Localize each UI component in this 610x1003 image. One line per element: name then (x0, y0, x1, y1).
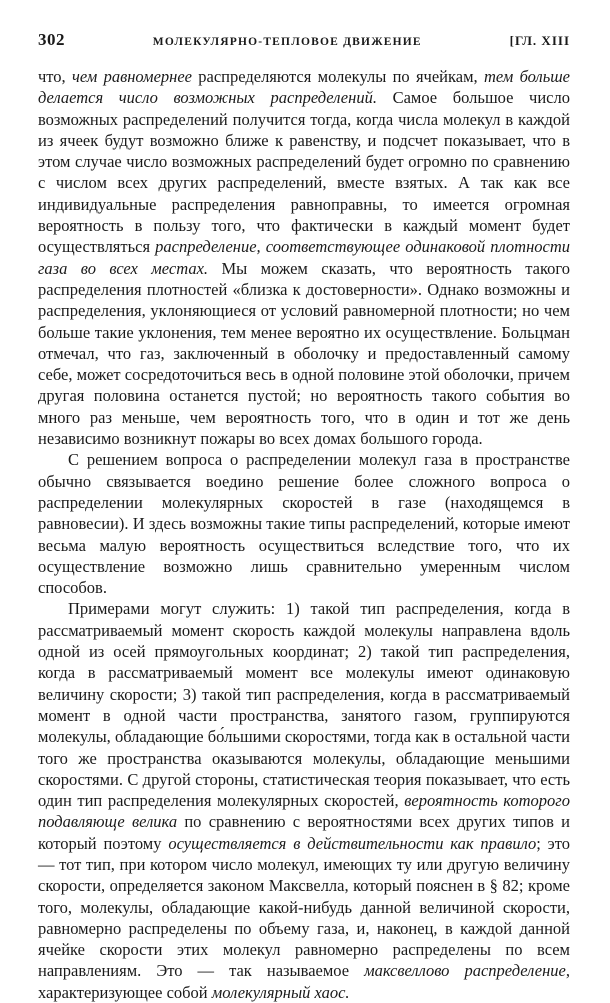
text-run: что, (38, 67, 72, 86)
italic-text-run: молекулярный хаос. (211, 982, 350, 1002)
book-page (38, 30, 570, 1003)
italic-text-run: максвеллово распределение (364, 961, 566, 981)
body-text (38, 66, 570, 1003)
text-run: ; это — тот тип, при котором число молекул, имеющих ту или другую величину скорости, определяется законом Максвелла, который пояснен в § 82; кроме того, молекулы, обладающие какой-нибудь данной величиной скорости, равномерно распределены по объему газа, и, наконец, в каждой данной ячейке скорости этих молекул равномерно распределены по всем направлениям. Это — так называемое (38, 833, 570, 981)
paragraph (38, 449, 570, 598)
paragraph (38, 66, 570, 449)
italic-text-run: осуществляется в действительности как правило (168, 833, 537, 853)
page-header (38, 30, 570, 58)
italic-text-run: чем равномернее (71, 67, 192, 86)
running-title: МОЛЕКУЛЯРНО-ТЕПЛОВОЕ ДВИЖЕНИЕ (152, 36, 422, 48)
text-run: Мы можем сказать, что вероятность такого распределения плотностей «близка к достоверности». Однако возможны и распределения, уклоняющиеся от условий равномерной плотности; но чем больше такие уклонения, тем менее вероятно их осуществление. Больцман отмечал, что газ, заключенный в оболочку и предоставленный самому себе, может сосредоточиться весь в одной половине этой оболочки, причем другая половина останется пустой; но вероятность такого события во много раз меньше, чем вероятность того, что в один и тот же день независимо возникнут пожары во всех домах большого города. (38, 258, 571, 449)
paragraph (38, 598, 570, 1003)
page-number: 302 (38, 30, 65, 49)
chapter-reference: [ГЛ. XIII (509, 33, 570, 48)
italic-text-run: вероятность которого подавляюще велика (38, 791, 570, 832)
text-run: С решением вопроса о распределении молекул газа в пространстве обычно связывается воедино решение более сложного вопроса о распределении молекулярных скоростей в газе (находящемся в равновесии). И здесь возможны такие типы распределений, которые имеют весьма малую вероятность осуществиться вследствие того, что их осуществление возможно лишь сравнительно умеренным числом способов. (38, 450, 570, 598)
text-run: Самое большое число возможных распределений получится тогда, когда числа молекул в каждой из ячеек будут возможно ближе к равенству, и подсчет показывает, что в этом случае число возможных распределений будет огромно по сравнению с числом всех других распределений, вместе взятых. А так как все индивидуальные распределения равноправны, то имеется огромная вероятность в пользу того, что фактически в каждый момент будет осуществляться (38, 88, 570, 257)
text-run: по сравнению с вероятностями всех других типов и который поэтому (38, 812, 570, 853)
text-run: Примерами могут служить: 1) такой тип распределения, когда в рассматриваемый момент скорость каждой молекулы направлена вдоль одной из осей прямоугольных координат; 2) такой тип распределения, когда в рассматриваемый момент все молекулы имеют одинаковую величину скорости; 3) такой тип распределения, когда в рассматриваемый момент в одной части пространства, занятого газом, группируются молекулы, обладающие бо́льшими скоростями, тогда как в остальной части того же пространства оказываются молекулы, обладающие меньшими скоростями. С другой стороны, статистическая теория показывает, что есть один тип распределения молекулярных скоростей, (38, 599, 570, 811)
text-run: , характеризующее собой (38, 961, 570, 1002)
italic-text-run: тем больше делается число возможных распределений. (38, 67, 570, 108)
text-run: распределяются молекулы по ячейкам, (191, 67, 484, 86)
italic-text-run: распределение, соответствующее одинаковой плотности газа во всех местах. (38, 237, 570, 278)
